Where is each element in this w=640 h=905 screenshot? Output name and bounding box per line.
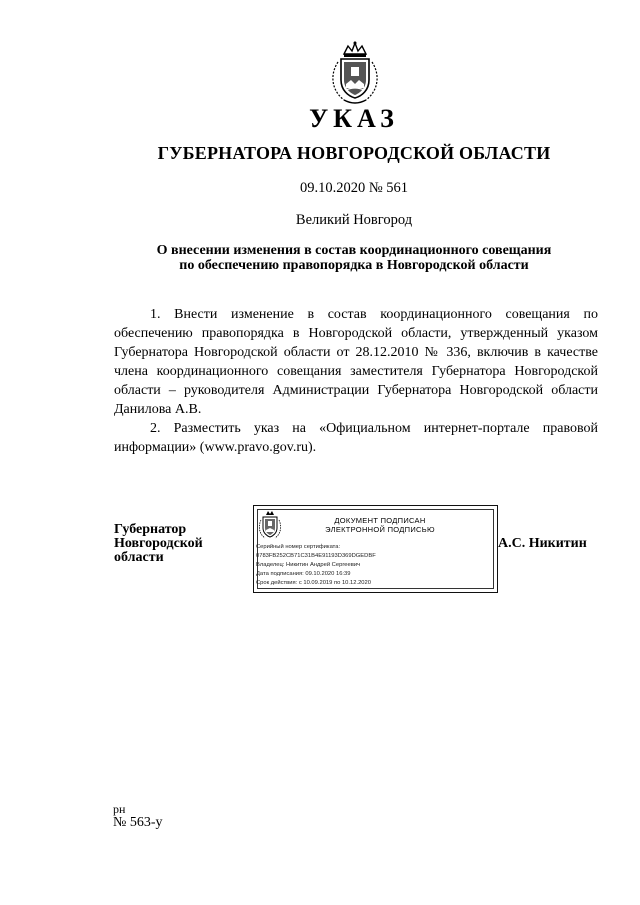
signer-position	[114, 523, 254, 565]
signer-name: А.С. Никитин	[498, 536, 587, 551]
stamp-emblem-icon	[258, 510, 282, 540]
document-date: 09.10.2020	[299, 180, 366, 196]
document-body	[114, 305, 598, 457]
footer-initials: рн	[113, 802, 126, 816]
stamp-owner: Владелец: Никитин Андрей Сергеевич	[256, 562, 361, 568]
stamp-signed-date: Дата подписания: 09.10.2020 16:39	[256, 571, 351, 577]
stamp-header-line-1: ДОКУМЕНТ ПОДПИСАН	[334, 516, 426, 525]
paragraph-2: 2. Разместить указ на «Официальном интернет-портале правовой информации» (www.pravo.gov.ru).	[114, 421, 598, 455]
document-subtitle: ГУБЕРНАТОРА НОВГОРОДСКОЙ ОБЛАСТИ	[157, 143, 551, 163]
date-number-line	[0, 180, 640, 197]
stamp-details	[256, 543, 486, 588]
electronic-signature-stamp	[253, 505, 498, 593]
signer-position-line-1: Губернатор	[114, 522, 187, 537]
stamp-header-line-2: ЭЛЕКТРОННОЙ ПОДПИСЬЮ	[325, 525, 435, 534]
stamp-cert-value: 0783FB252CB71C31B4E91193D369DGEDBF	[256, 553, 376, 559]
signer-position-line-2: Новгородской области	[114, 536, 203, 565]
heading-line-1: О внесении изменения в состав координационного совещания	[156, 243, 552, 258]
paragraph-1: 1. Внести изменение в состав координационного совещания по обеспечению правопорядка в Новгородской области, утвержденный указом Губернатора Новгородской области от 28.12.2010 № 336, включив в качестве члена координационного совещания заместителя Губернатора Новгородской области – руководителя Администрации Губернатора Новгородской области Данилова А.В.	[114, 307, 598, 417]
stamp-header	[290, 516, 470, 534]
document-footer	[113, 802, 163, 830]
stamp-validity: Срок действия: с 10.09.2019 по 10.12.2020	[256, 580, 371, 586]
document-number: № 561	[368, 180, 409, 196]
heading-line-2: по обеспечению правопорядка в Новгородской области	[179, 258, 529, 273]
footer-reference: № 563-у	[113, 815, 163, 830]
coat-of-arms-icon	[326, 40, 384, 106]
document-city: Великий Новгород	[295, 212, 413, 228]
stamp-cert-label: Серийный номер сертификата:	[256, 544, 341, 550]
document-title: УКАЗ	[309, 104, 399, 133]
document-heading	[130, 243, 578, 273]
